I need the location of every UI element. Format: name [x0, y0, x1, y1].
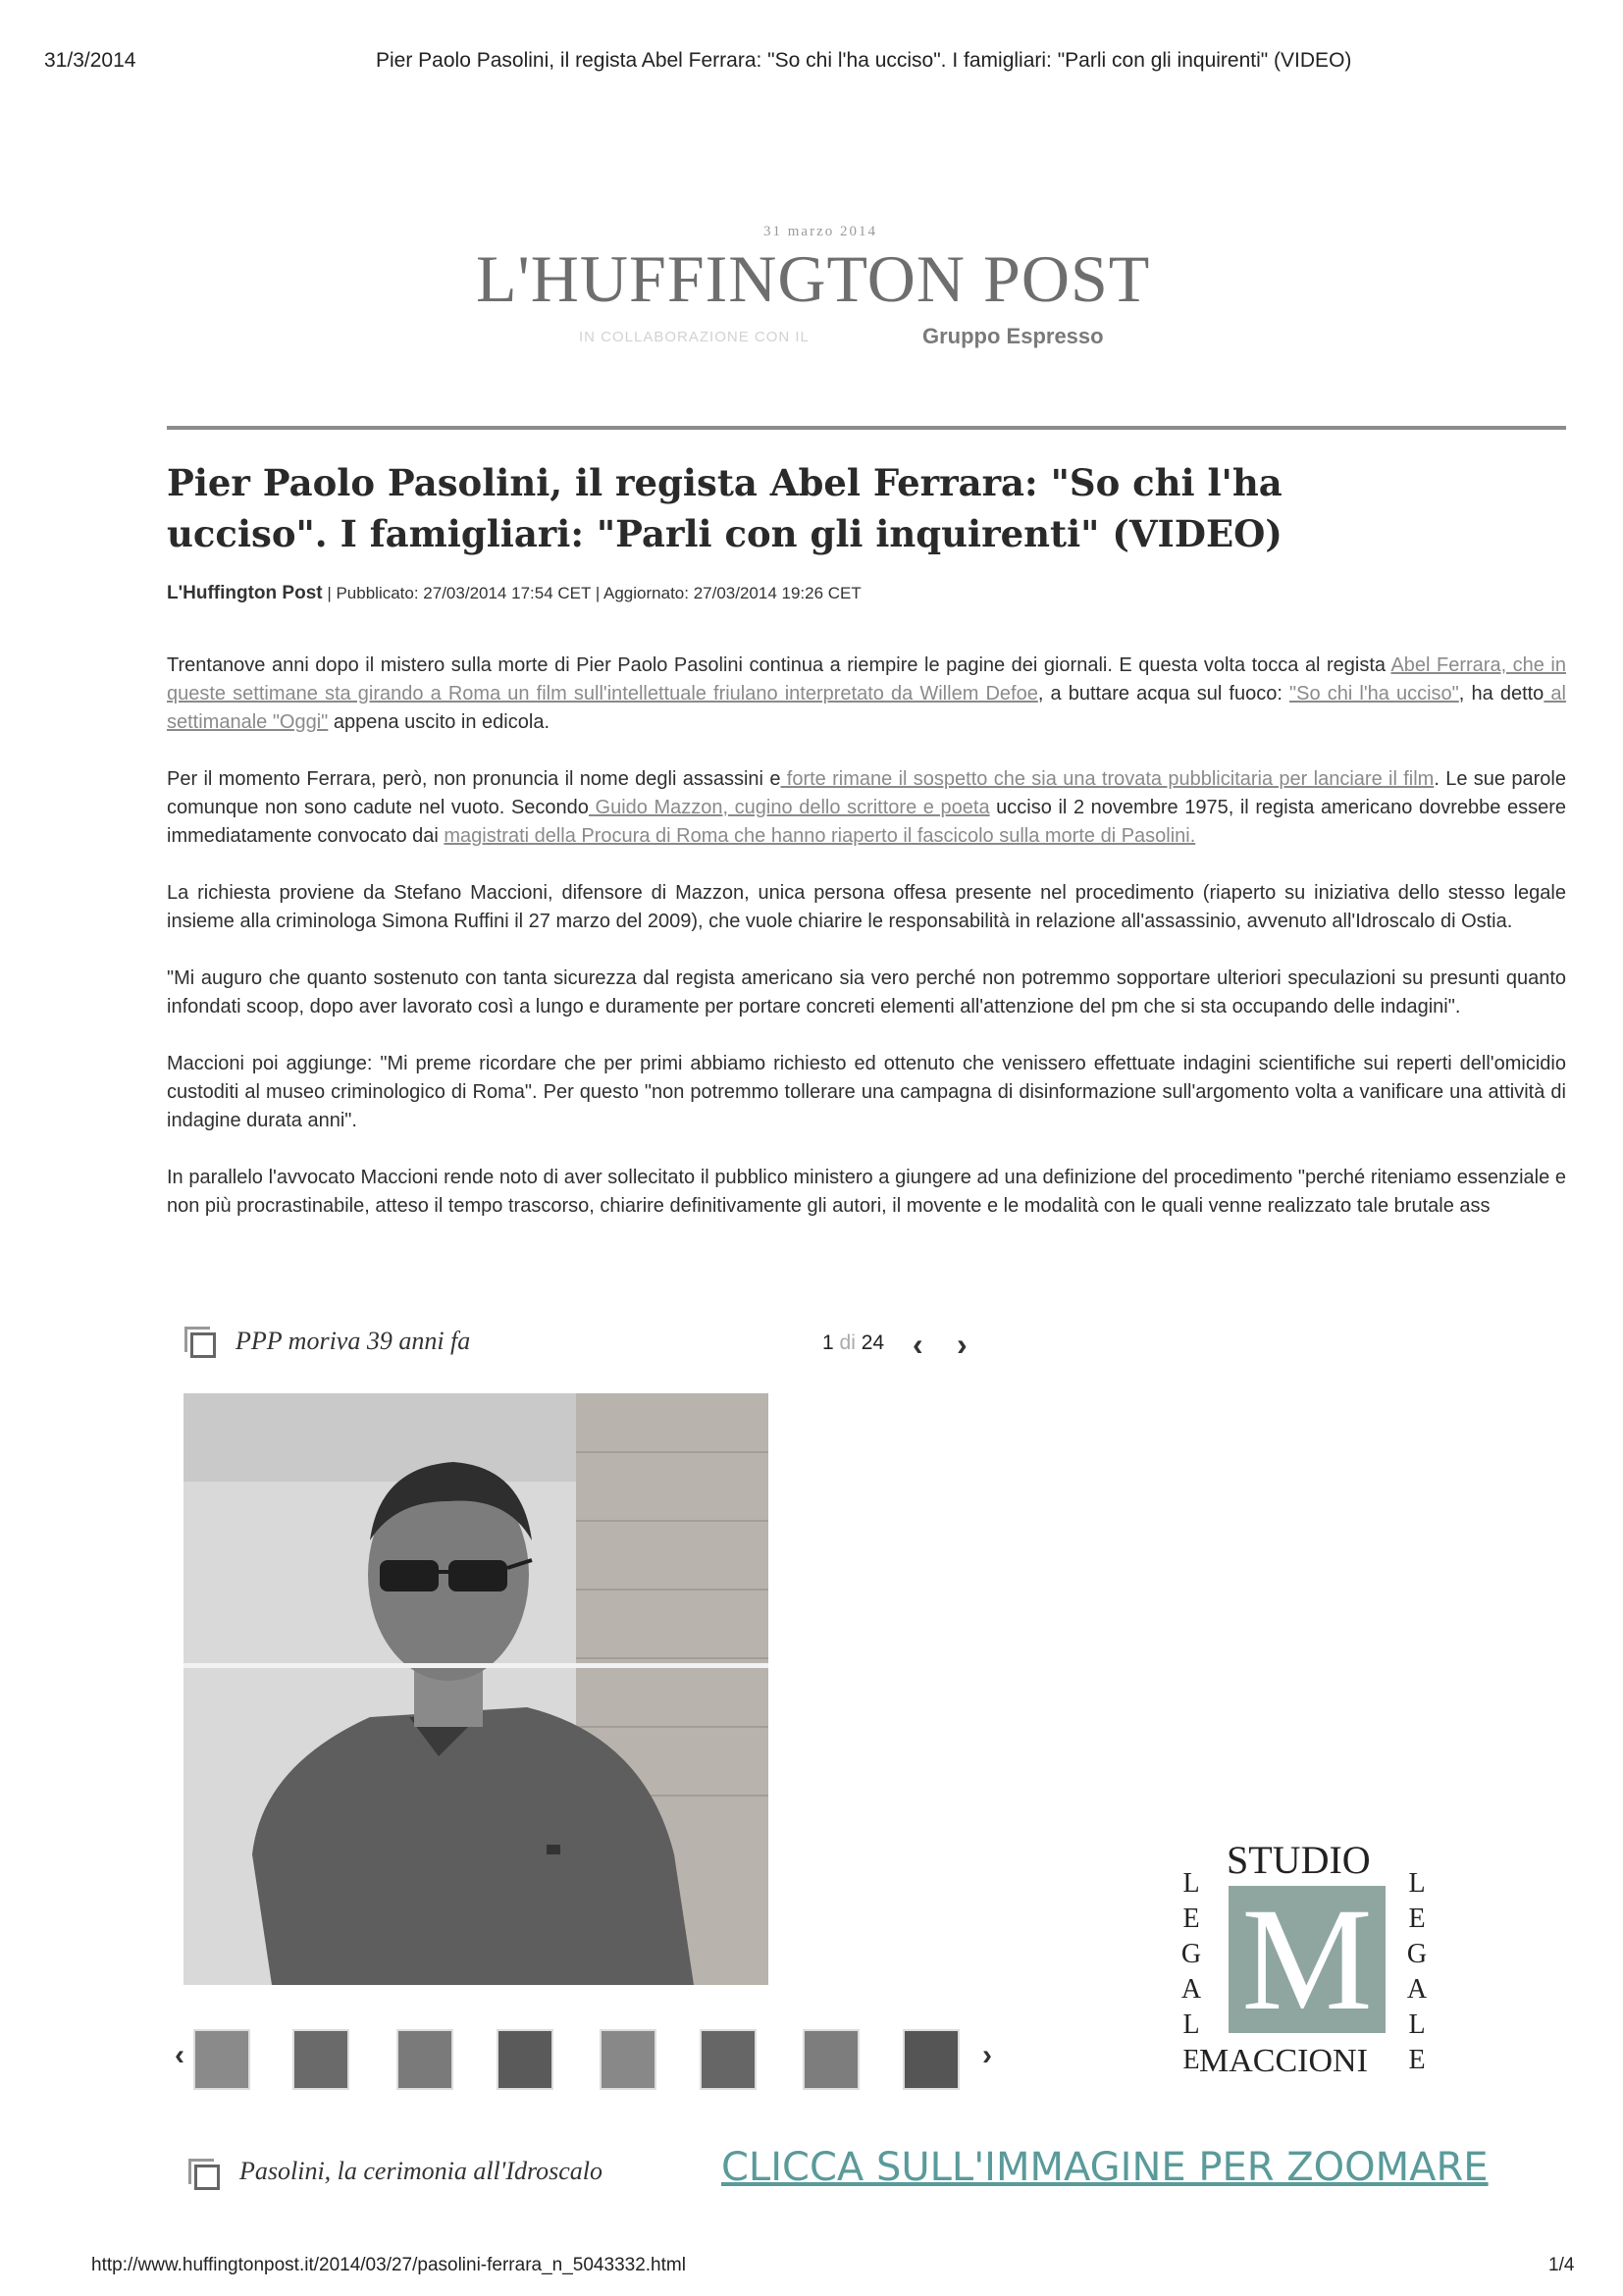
- header-divider: [167, 426, 1566, 430]
- stamp-left-letters: L E G A L E: [1180, 1868, 1202, 2075]
- p1-text-c: , ha detto: [1458, 683, 1544, 704]
- link-ferrara-film[interactable]: Abel Ferrara, che in queste settimane sta girando a Roma un film sull'intellettuale friulano interpretato da Willem Defoe: [167, 654, 1566, 704]
- print-page-number: 1/4: [1548, 2255, 1575, 2275]
- thumbnail[interactable]: [497, 2029, 553, 2090]
- counter-current: 1: [822, 1331, 834, 1354]
- link-oggi[interactable]: al settimanale "Oggi": [167, 683, 1566, 733]
- counter-total: 24: [861, 1331, 885, 1354]
- thumbnail[interactable]: [396, 2029, 453, 2090]
- paragraph-3: La richiesta proviene da Stefano Maccioni, difensore di Mazzon, unica persona offesa presente nel procedimento (riaperto su iniziativa dello stesso legale insieme alla criminologa Simona Ruffini il 27 marzo del 2009), che vuole chiarire le responsabilità in relazione all'assassinio, avvenuto all'Idroscalo di Ostia.: [167, 882, 1566, 932]
- next-gallery-icon: [194, 2165, 220, 2190]
- paragraph-5: Maccioni poi aggiunge: "Mi preme ricordare che per primi abbiamo richiesto ed ottenuto che venissero effettuate indagini scientifiche sui reperti dell'omicidio custoditi al museo criminologico di Roma". Per questo "non potremmo tollerare una campagna di disinformazione sull'argomento volta a vanificare una attività di indagine durata anni".: [167, 1053, 1566, 1131]
- p1-text-d: appena uscito in edicola.: [328, 711, 550, 733]
- link-procura-roma[interactable]: magistrati della Procura di Roma che hanno riaperto il fascicolo sulla morte di Pasolini.: [444, 825, 1196, 847]
- site-logo[interactable]: L'HUFFINGTON POST: [476, 241, 1151, 316]
- thumbnail[interactable]: [903, 2029, 960, 2090]
- thumbnail[interactable]: [292, 2029, 349, 2090]
- article-body: [167, 652, 1566, 1278]
- stamp-monogram: M: [1241, 1878, 1373, 2041]
- stamp-name: MACCIONI: [1199, 2043, 1368, 2079]
- paragraph-1: [167, 652, 1566, 737]
- gallery-prev-icon[interactable]: ‹: [913, 1327, 923, 1362]
- masthead-group: Gruppo Espresso: [922, 324, 1104, 348]
- link-so-chi[interactable]: "So chi l'ha ucciso": [1289, 683, 1459, 704]
- byline-author: L'Huffington Post: [167, 583, 323, 603]
- stamp-studio: STUDIO: [1227, 1838, 1371, 1882]
- masthead-tagline: IN COLLABORAZIONE CON IL: [579, 329, 810, 345]
- print-title: Pier Paolo Pasolini, il regista Abel Ferrara: "So chi l'ha ucciso". I famigliari: "Parli con gli inquirenti" (VIDEO): [376, 49, 1352, 72]
- thumbnail[interactable]: [803, 2029, 860, 2090]
- counter-separator: di: [839, 1331, 856, 1354]
- article-headline: [167, 457, 1283, 559]
- print-url: http://www.huffingtonpost.it/2014/03/27/pasolini-ferrara_n_5043332.html: [91, 2255, 686, 2275]
- p1-text-a: Trentanove anni dopo il mistero sulla morte di Pier Paolo Pasolini continua a riempire le pagine dei giornali. E questa volta tocca al regista: [167, 654, 1391, 676]
- headline-line-2: ucciso". I famigliari: "Parli con gli inquirenti" (VIDEO): [167, 512, 1283, 555]
- p2-text-c: ucciso il 2 novembre 1975, il regista americano dovrebbe essere immediatamente convocato dai: [167, 797, 1566, 847]
- gallery-title: PPP moriva 39 anni fa: [236, 1327, 471, 1355]
- thumbs-prev-icon[interactable]: ‹: [175, 2039, 184, 2071]
- stamp-monogram-box: [1229, 1878, 1386, 2041]
- thumbnail[interactable]: [193, 2029, 250, 2090]
- link-trovata-pubblicitaria[interactable]: forte rimane il sospetto che sia una trovata pubblicitaria per lanciare il film: [780, 768, 1435, 790]
- studio-legale-stamp: [1178, 1837, 1442, 2102]
- link-guido-mazzon[interactable]: Guido Mazzon, cugino dello scrittore e poeta: [588, 797, 990, 818]
- gallery-icon: [190, 1332, 216, 1358]
- masthead-date: 31 marzo 2014: [763, 224, 877, 239]
- headline-line-1: Pier Paolo Pasolini, il regista Abel Ferrara: "So chi l'ha: [167, 461, 1283, 504]
- stamp-right-letters: L E G A L E: [1406, 1868, 1428, 2075]
- byline: L'Huffington Post | Pubblicato: 27/03/2014 17:54 CET | Aggiornato: 27/03/2014 19:26 CET: [167, 583, 862, 603]
- p2-text-b: . Le sue parole comunque non sono cadute nel vuoto. Secondo: [167, 768, 1566, 818]
- byline-published: Pubblicato: 27/03/2014 17:54 CET: [336, 584, 592, 602]
- zoom-hint[interactable]: CLICCA SULL'IMMAGINE PER ZOOMARE: [721, 2145, 1489, 2190]
- thumbnail[interactable]: [700, 2029, 757, 2090]
- portrait-illustration: [183, 1393, 768, 1985]
- paragraph-4: "Mi auguro che quanto sostenuto con tanta sicurezza dal regista americano sia vero perché non potremmo sopportare ulteriori speculazioni su presunti quanto infondati scoop, dopo aver lavorato così a lungo e duramente per portare concreti elementi all'attenzione del pm che si sta occupando delle indagini".: [167, 967, 1566, 1018]
- thumbs-next-icon[interactable]: ›: [982, 2039, 992, 2071]
- gallery-counter: [822, 1331, 884, 1355]
- p2-text-a: Per il momento Ferrara, però, non pronuncia il nome degli assassini e: [167, 768, 781, 790]
- thumbnail[interactable]: [600, 2029, 656, 2090]
- p1-text-b: , a buttare acqua sul fuoco:: [1037, 683, 1290, 704]
- print-date: 31/3/2014: [44, 49, 136, 72]
- gallery-main-photo[interactable]: [183, 1393, 768, 1985]
- paragraph-2: [167, 765, 1566, 851]
- next-gallery-title[interactable]: Pasolini, la cerimonia all'Idroscalo: [239, 2157, 603, 2185]
- byline-updated: Aggiornato: 27/03/2014 19:26 CET: [603, 584, 862, 602]
- gallery-next-icon[interactable]: ›: [957, 1327, 968, 1362]
- paragraph-6: In parallelo l'avvocato Maccioni rende noto di aver sollecitato il pubblico ministero a giungere ad una definizione del procedimento "perché riteniamo essenziale e non più procrastinabile, atteso il tempo trascorso, chiarire definitivamente gli autori, il movente e le modalità con le quali venne realizzato tale brutale ass: [167, 1167, 1566, 1217]
